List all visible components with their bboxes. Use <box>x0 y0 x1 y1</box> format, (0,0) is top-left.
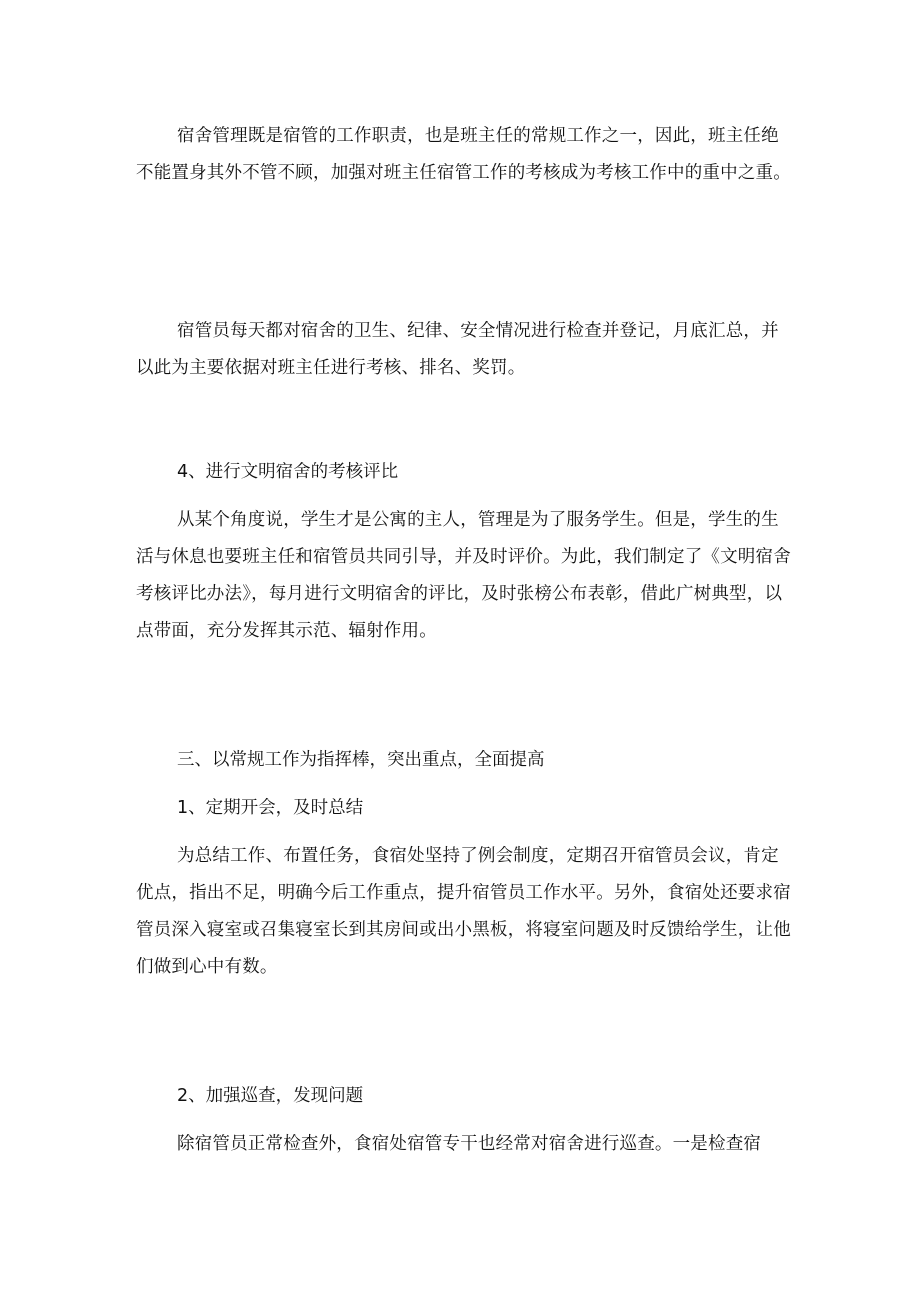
paragraph-dorm-management-duty: 宿舍管理既是宿管的工作职责，也是班主任的常规工作之一，因此，班主任绝不能置身其外不管不顾，加强对班主任宿管工作的考核成为考核工作中的重中之重。 <box>136 126 791 183</box>
heading-regular-meetings: 1、定期开会，及时总结 <box>177 798 364 818</box>
heading-section-three: 三、以常规工作为指挥棒，突出重点，全面提高 <box>177 750 545 770</box>
paragraph-students-are-masters: 从某个角度说，学生才是公寓的主人，管理是为了服务学生。但是，学生的生活与休息也要班主任和宿管员共同引导，并及时评价。为此，我们制定了《文明宿舍考核评比办法》，每月进行文明宿舍的评比，及时张榜公布表彰，借此广树典型，以点带面，充分发挥其示范、辐射作用。 <box>136 510 791 641</box>
paragraph-meeting-system: 为总结工作、布置任务，食宿处坚持了例会制度，定期召开宿管员会议，肯定优点，指出不足，明确今后工作重点，提升宿管员工作水平。另外，食宿处还要求宿管员深入寝室或召集寝室长到其房间或出小黑板，将寝室问题及时反馈给学生，让他们做到心中有数。 <box>136 846 791 977</box>
heading-strengthen-patrol: 2、加强巡查，发现问题 <box>177 1086 364 1106</box>
paragraph-patrol-check: 除宿管员正常检查外，食宿处宿管专干也经常对宿舍进行巡查。一是检查宿 <box>177 1134 762 1154</box>
heading-civilized-dorm-evaluation: 4、进行文明宿舍的考核评比 <box>177 462 399 482</box>
paragraph-daily-inspection: 宿管员每天都对宿舍的卫生、纪律、安全情况进行检查并登记，月底汇总，并以此为主要依据对班主任进行考核、排名、奖罚。 <box>136 321 779 378</box>
